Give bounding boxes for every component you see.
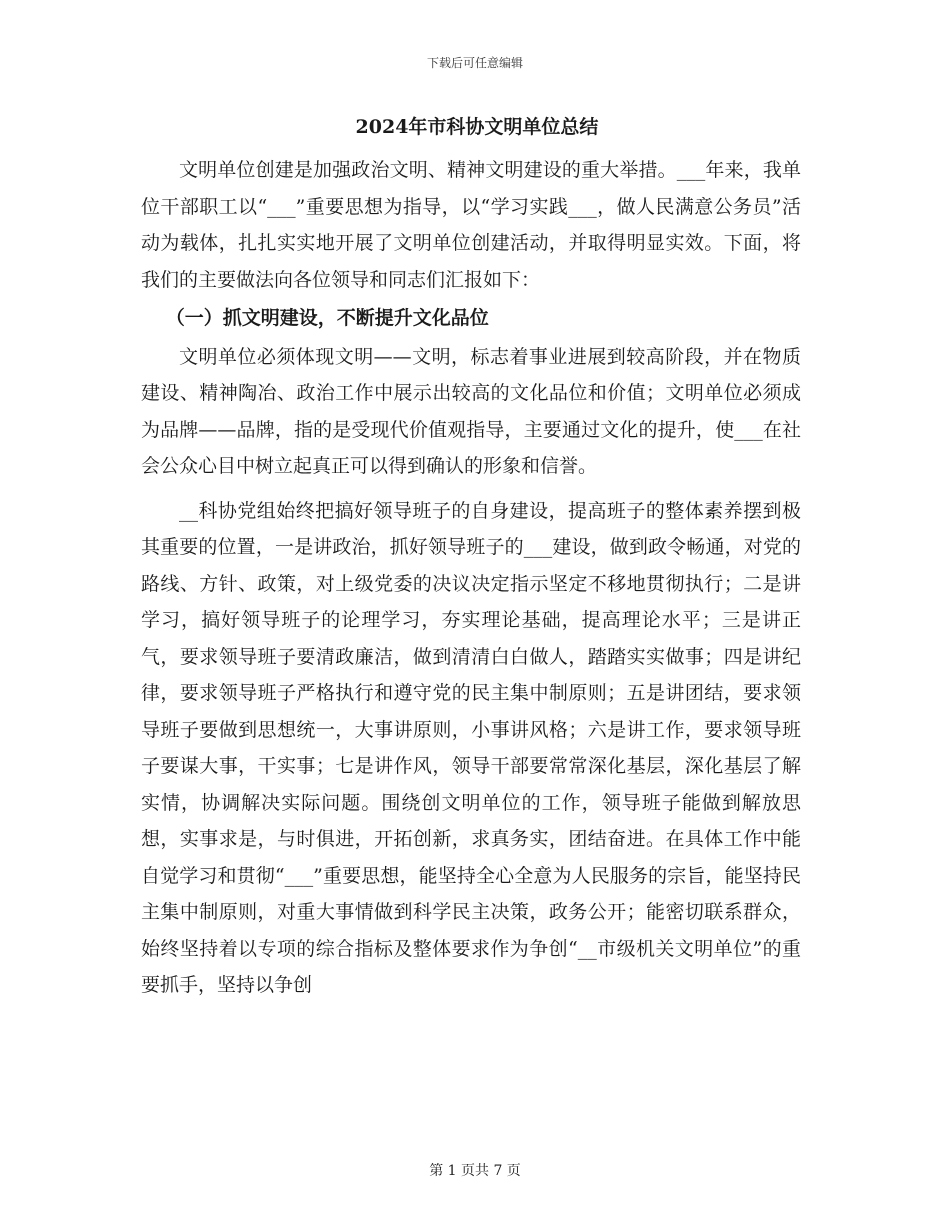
paragraph-gap	[141, 485, 801, 493]
page-header: 下载后可任意编辑	[426, 56, 523, 70]
section-paragraph-2: __科协党组始终把搞好领导班子的自身建设，提高班子的整体素养摆到极其重要的位置，一是讲政治，抓好领导班子的___建设，做到政令畅通，对党的路线、方针、政策，对上级党委的决议决定指示坚定不移地贯彻执行；二是讲学习，搞好领导班子的论理学习，夯实理论基础，提高理论水平；三是讲正气，要求领导班子要清政廉洁，做到清清白白做人，踏踏实实做事；四是讲纪律，要求领导班子严格执行和遵守党的民主集中制原则；五是讲团结，要求领导班子要做到思想统一，大事讲原则，小事讲风格；六是讲工作，要求领导班子要谋大事，干实事；七是讲作风，领导干部要常常深化基层，深化基层了解实情，协调解决实际问题。围绕创文明单位的工作，领导班子能做到解放思想，实事求是，与时俱进，开拓创新，求真务实，团结奋进。在具体工作中能自觉学习和贯彻“___”重要思想，能坚持全心全意为人民服务的宗旨，能坚持民主集中制原则，对重大事情做到科学民主决策，政务公开；能密切联系群众，始终坚持着以专项的综合指标及整体要求作为争创“__市级机关文明单位”的重要抓手，坚持以争创	[141, 499, 801, 996]
section-heading: （一）抓文明建设，不断提升文化品位	[165, 307, 489, 329]
page-footer: 第 1 页共 7 页	[429, 1163, 521, 1179]
document-body	[141, 112, 801, 1004]
intro-paragraph: 文明单位创建是加强政治文明、精神文明建设的重大举措。___年来，我单位干部职工以“___”重要思想为指导，以“学习实践___，做人民满意公务员”活动为载体，扎扎实实地开展了文明单位创建活动，并取得明显实效。下面，将我们的主要做法向各位领导和同志们汇报如下：	[141, 159, 801, 291]
document-title: 2024年市科协文明单位总结	[355, 116, 599, 138]
section-paragraph-1: 文明单位必须体现文明——文明，标志着事业进展到较高阶段，并在物质建设、精神陶冶、政治工作中展示出较高的文化品位和价值；文明单位必须成为品牌——品牌，指的是受现代价值观指导，主要通过文化的提升，使___在社会公众心目中树立起真正可以得到确认的形象和信誉。	[141, 345, 801, 477]
